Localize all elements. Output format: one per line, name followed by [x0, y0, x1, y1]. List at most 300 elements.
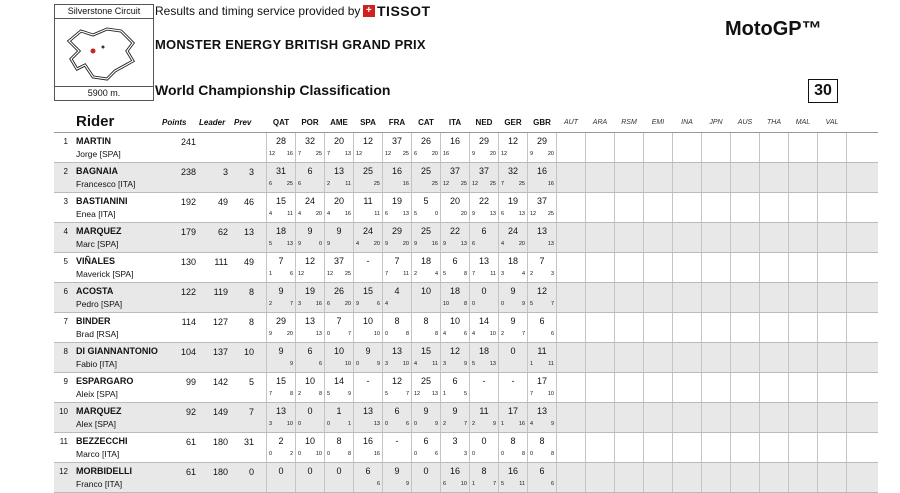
race-breakdown	[326, 151, 352, 157]
column-divider	[469, 163, 470, 192]
rider-position: 12	[59, 467, 68, 476]
column-divider	[295, 433, 296, 462]
rider-position: 11	[59, 437, 68, 446]
column-divider	[469, 403, 470, 432]
gp-points: 10	[489, 331, 496, 337]
gp-points: 11	[345, 181, 351, 187]
race-breakdown	[500, 451, 526, 457]
sprint-points: 9	[472, 151, 476, 157]
brand-logo: MotoGP™	[725, 18, 822, 40]
sprint-points: 2	[472, 421, 476, 427]
race-cell	[355, 193, 381, 222]
gp-points: 20	[460, 211, 467, 217]
column-divider	[498, 253, 499, 282]
rider-gap-prev: 46	[243, 197, 254, 207]
race-breakdown	[384, 181, 410, 187]
race-breakdown	[471, 481, 497, 487]
column-divider	[324, 313, 325, 342]
column-divider	[382, 253, 383, 282]
sprint-points: 0	[472, 451, 476, 457]
column-divider	[730, 133, 731, 162]
rider-gap-leader: 137	[212, 347, 228, 357]
race-points: 37	[449, 166, 460, 176]
race-breakdown	[297, 181, 323, 187]
race-cell	[471, 253, 497, 282]
gp-points: 20	[547, 151, 554, 157]
race-cell	[326, 313, 352, 342]
column-divider	[353, 463, 354, 492]
gp-points: 8	[434, 331, 438, 337]
sprint-points: 0	[327, 421, 331, 427]
sprint-points: 2	[327, 181, 331, 187]
column-divider	[527, 253, 528, 282]
sprint-points: 0	[298, 451, 302, 457]
gp-points: 16	[286, 151, 293, 157]
column-divider	[817, 403, 818, 432]
column-divider	[498, 463, 499, 492]
gp-points: 11	[403, 271, 409, 277]
race-points: 6	[452, 256, 458, 266]
gp-points: 20	[344, 301, 351, 307]
column-divider	[324, 433, 325, 462]
header-race-ara: ARA	[592, 119, 608, 126]
column-divider	[382, 193, 383, 222]
rider-gap-prev: 3	[248, 167, 254, 177]
sprint-points: 10	[443, 301, 450, 307]
column-divider	[382, 343, 383, 372]
column-divider	[759, 433, 760, 462]
timing-notice: Results and timing service provided by	[155, 4, 361, 18]
header-race-rsm: RSM	[621, 119, 637, 126]
race-points: 37	[536, 196, 547, 206]
sprint-points: 12	[501, 151, 508, 157]
race-points: 17	[536, 376, 547, 386]
column-divider	[730, 253, 731, 282]
race-breakdown	[297, 271, 323, 277]
column-divider	[788, 223, 789, 252]
race-points: 13	[391, 346, 402, 356]
race-cell	[500, 343, 526, 372]
race-points: 0	[510, 346, 516, 356]
race-points: 16	[536, 166, 547, 176]
rider-first-name: Brad [RSA]	[76, 329, 119, 339]
sponsor-logo	[363, 3, 431, 19]
column-divider	[527, 433, 528, 462]
rider-gap-leader: 127	[212, 317, 228, 327]
race-cell	[384, 463, 410, 492]
race-points: 19	[304, 286, 315, 296]
race-breakdown	[297, 241, 323, 247]
race-breakdown	[529, 301, 555, 307]
race-breakdown	[326, 361, 352, 367]
column-divider	[411, 373, 412, 402]
table-row	[54, 433, 878, 463]
column-divider	[643, 343, 644, 372]
gp-points: 10	[373, 331, 380, 337]
rider-last-name: BINDER	[76, 316, 111, 326]
race-points: 8	[481, 466, 487, 476]
column-divider	[846, 343, 847, 372]
race-cell	[268, 133, 294, 162]
gp-points: 25	[460, 181, 467, 187]
race-breakdown	[471, 271, 497, 277]
gp-points: 10	[402, 361, 409, 367]
sprint-points: 0	[501, 301, 505, 307]
column-divider	[469, 373, 470, 402]
sprint-points: 7	[472, 271, 476, 277]
race-breakdown	[500, 181, 526, 187]
race-breakdown	[297, 421, 323, 427]
race-cell	[529, 433, 555, 462]
column-divider	[614, 463, 615, 492]
race-breakdown	[529, 481, 555, 487]
race-cell	[471, 283, 497, 312]
gp-points: 9	[405, 481, 409, 487]
race-points: 9	[510, 286, 516, 296]
gp-points: 13	[460, 241, 467, 247]
race-cell	[384, 163, 410, 192]
circuit-map-icon	[63, 21, 145, 85]
sprint-points: 4	[414, 361, 418, 367]
race-cell	[471, 313, 497, 342]
column-divider	[469, 253, 470, 282]
race-points: 37	[333, 256, 344, 266]
sprint-points: 5	[443, 271, 447, 277]
rider-last-name: MARTIN	[76, 136, 111, 146]
column-divider	[266, 373, 267, 402]
race-cell	[529, 283, 555, 312]
gp-points: 4	[521, 271, 525, 277]
sprint-points: 4	[501, 241, 505, 247]
sprint-points: 3	[269, 421, 273, 427]
column-divider	[701, 223, 702, 252]
column-divider	[556, 283, 557, 312]
race-points: 9	[278, 286, 284, 296]
gp-points: 8	[289, 391, 293, 397]
column-divider	[353, 163, 354, 192]
race-breakdown	[384, 481, 410, 487]
column-divider	[440, 313, 441, 342]
race-points: 8	[539, 436, 545, 446]
column-divider	[672, 373, 673, 402]
column-divider	[730, 163, 731, 192]
header-race-aus: AUS	[737, 119, 753, 126]
race-cell	[413, 403, 439, 432]
column-divider	[353, 193, 354, 222]
race-cell	[268, 313, 294, 342]
race-points: 6	[307, 166, 313, 176]
race-points: 9	[394, 466, 400, 476]
column-divider	[643, 163, 644, 192]
column-divider	[440, 343, 441, 372]
race-breakdown	[500, 241, 526, 247]
race-points: 13	[333, 166, 344, 176]
race-breakdown	[355, 331, 381, 337]
gp-points: 16	[547, 181, 554, 187]
race-points: 24	[507, 226, 518, 236]
race-breakdown	[413, 181, 439, 187]
race-cell	[471, 373, 497, 402]
sprint-points: 0	[269, 451, 273, 457]
column-divider	[585, 313, 586, 342]
column-divider	[643, 253, 644, 282]
rider-points: 238	[180, 167, 196, 177]
race-breakdown	[442, 451, 468, 457]
race-points: 15	[275, 376, 286, 386]
race-points: 7	[278, 256, 284, 266]
page-number: 30	[808, 79, 838, 103]
column-divider	[585, 373, 586, 402]
sprint-points: 4	[472, 331, 476, 337]
column-divider	[411, 343, 412, 372]
race-points: 18	[507, 256, 518, 266]
column-divider	[614, 193, 615, 222]
column-divider	[817, 223, 818, 252]
column-divider	[585, 433, 586, 462]
sprint-points: 0	[472, 301, 476, 307]
column-divider	[266, 193, 267, 222]
race-breakdown	[384, 151, 410, 157]
gp-points: 13	[286, 241, 293, 247]
race-cell	[355, 223, 381, 252]
column-divider	[643, 133, 644, 162]
race-breakdown	[529, 421, 555, 427]
sprint-points: 16	[443, 151, 450, 157]
column-divider	[585, 223, 586, 252]
race-cell	[471, 433, 497, 462]
race-cell	[355, 163, 381, 192]
column-divider	[527, 313, 528, 342]
race-cell	[268, 433, 294, 462]
sprint-points: 9	[530, 151, 534, 157]
race-breakdown	[442, 481, 468, 487]
column-divider	[730, 193, 731, 222]
sprint-points: 3	[501, 271, 505, 277]
race-cell	[268, 343, 294, 372]
column-divider	[759, 163, 760, 192]
rider-first-name: Francesco [ITA]	[76, 179, 136, 189]
race-breakdown	[355, 361, 381, 367]
race-cell	[529, 343, 555, 372]
rider-gap-prev: 8	[248, 317, 254, 327]
column-divider	[353, 133, 354, 162]
race-points: 6	[365, 466, 371, 476]
column-divider	[295, 313, 296, 342]
rider-points: 114	[181, 317, 196, 327]
race-breakdown	[384, 211, 410, 217]
race-points: 10	[333, 346, 344, 356]
gp-points: 11	[374, 211, 380, 217]
column-divider	[643, 403, 644, 432]
race-cell	[297, 283, 323, 312]
sprint-points: 5	[385, 391, 389, 397]
race-cell	[500, 193, 526, 222]
race-points: 18	[420, 256, 431, 266]
race-points: 2	[278, 436, 284, 446]
race-points: 13	[536, 406, 547, 416]
race-cell	[297, 253, 323, 282]
race-breakdown	[326, 181, 352, 187]
rider-last-name: BAGNAIA	[76, 166, 118, 176]
column-divider	[469, 313, 470, 342]
column-divider	[730, 463, 731, 492]
sprint-points: 12	[269, 151, 276, 157]
column-divider	[440, 403, 441, 432]
column-divider	[788, 163, 789, 192]
race-breakdown	[471, 421, 497, 427]
race-cell	[471, 163, 497, 192]
rider-position: 3	[63, 197, 68, 206]
event-title: MONSTER ENERGY BRITISH GRAND PRIX	[155, 37, 426, 52]
gp-points: 6	[376, 481, 380, 487]
gp-points: 16	[344, 211, 351, 217]
race-breakdown	[326, 451, 352, 457]
race-cell	[326, 373, 352, 402]
column-divider	[295, 253, 296, 282]
sprint-points: 2	[298, 391, 302, 397]
column-divider	[353, 403, 354, 432]
column-divider	[382, 433, 383, 462]
gp-points: 25	[344, 271, 351, 277]
column-divider	[817, 463, 818, 492]
column-divider	[295, 163, 296, 192]
column-divider	[614, 133, 615, 162]
race-breakdown	[500, 481, 526, 487]
column-divider	[556, 403, 557, 432]
gp-points: 8	[463, 271, 467, 277]
race-points: 11	[537, 346, 547, 356]
race-cell	[413, 133, 439, 162]
sprint-points: 0	[501, 451, 505, 457]
rider-gap-prev: 0	[248, 467, 254, 477]
race-breakdown	[442, 361, 468, 367]
classification-title: World Championship Classification	[155, 82, 391, 98]
race-points: 9	[365, 346, 371, 356]
column-divider	[701, 433, 702, 462]
race-points: 28	[275, 136, 286, 146]
sprint-points: 4	[530, 421, 534, 427]
sprint-points: 3	[385, 361, 389, 367]
race-cell	[471, 403, 497, 432]
race-points: 29	[536, 136, 547, 146]
header-race-jpn: JPN	[709, 119, 723, 126]
race-points: 0	[423, 466, 429, 476]
race-points: 6	[539, 316, 545, 326]
column-divider	[324, 283, 325, 312]
rider-gap-leader: 62	[217, 227, 228, 237]
gp-points: 9	[550, 421, 554, 427]
gp-points: 6	[463, 331, 467, 337]
gp-points: 9	[521, 301, 525, 307]
column-divider	[469, 193, 470, 222]
column-divider	[382, 403, 383, 432]
column-divider	[701, 133, 702, 162]
column-divider	[614, 313, 615, 342]
gp-points: 25	[373, 181, 380, 187]
race-points: 15	[362, 286, 373, 296]
race-breakdown	[384, 391, 410, 397]
race-breakdown	[326, 331, 352, 337]
column-divider	[585, 193, 586, 222]
race-breakdown	[355, 301, 381, 307]
rider-last-name: ESPARGARO	[76, 376, 134, 386]
header-race-aut: AUT	[564, 119, 578, 126]
gp-points: 13	[373, 421, 380, 427]
sprint-points: 12	[472, 181, 479, 187]
race-points: 15	[420, 346, 431, 356]
race-cell	[297, 313, 323, 342]
column-divider	[382, 313, 383, 342]
race-breakdown	[268, 271, 294, 277]
race-breakdown	[442, 211, 468, 217]
race-points: 9	[510, 316, 516, 326]
sprint-points: 6	[443, 481, 447, 487]
race-breakdown	[413, 451, 439, 457]
column-divider	[411, 403, 412, 432]
sprint-points: 6	[472, 241, 476, 247]
rider-first-name: Franco [ITA]	[76, 479, 123, 489]
column-divider	[672, 313, 673, 342]
race-breakdown	[413, 391, 439, 397]
rider-position: 1	[63, 137, 68, 146]
sprint-points: 2	[501, 331, 505, 337]
column-divider	[585, 283, 586, 312]
header-points: Points	[162, 118, 187, 127]
sprint-points: 6	[327, 301, 331, 307]
race-points: 24	[362, 226, 373, 236]
race-breakdown	[442, 391, 468, 397]
column-divider	[701, 313, 702, 342]
column-divider	[585, 133, 586, 162]
race-points: -	[366, 376, 370, 386]
sprint-points: 7	[385, 271, 389, 277]
gp-points: 6	[405, 421, 409, 427]
column-divider	[498, 163, 499, 192]
column-divider	[672, 193, 673, 222]
rider-gap-prev: 5	[248, 377, 254, 387]
sprint-points: 4	[269, 211, 273, 217]
race-breakdown	[529, 361, 555, 367]
column-divider	[324, 343, 325, 372]
race-cell	[442, 193, 468, 222]
race-breakdown	[442, 301, 468, 307]
race-breakdown	[268, 151, 294, 157]
column-divider	[295, 403, 296, 432]
race-cell	[442, 283, 468, 312]
column-divider	[440, 133, 441, 162]
rider-gap-prev: 49	[243, 257, 254, 267]
rider-gap-leader: 180	[212, 437, 228, 447]
race-points: 19	[391, 196, 402, 206]
gp-points: 11	[490, 271, 496, 277]
sprint-points: 1	[530, 361, 534, 367]
column-divider	[440, 433, 441, 462]
race-breakdown	[355, 481, 381, 487]
column-divider	[411, 463, 412, 492]
race-points: 15	[275, 196, 286, 206]
gp-points: 13	[489, 361, 496, 367]
race-points: 14	[478, 316, 489, 326]
race-breakdown	[471, 151, 497, 157]
race-points: 25	[420, 376, 431, 386]
sprint-points: 0	[530, 451, 534, 457]
column-divider	[846, 133, 847, 162]
race-breakdown	[529, 391, 555, 397]
sprint-points: 0	[414, 451, 418, 457]
rider-gap-leader: 149	[212, 407, 228, 417]
rider-rows	[54, 133, 878, 493]
race-points: 9	[336, 226, 342, 236]
